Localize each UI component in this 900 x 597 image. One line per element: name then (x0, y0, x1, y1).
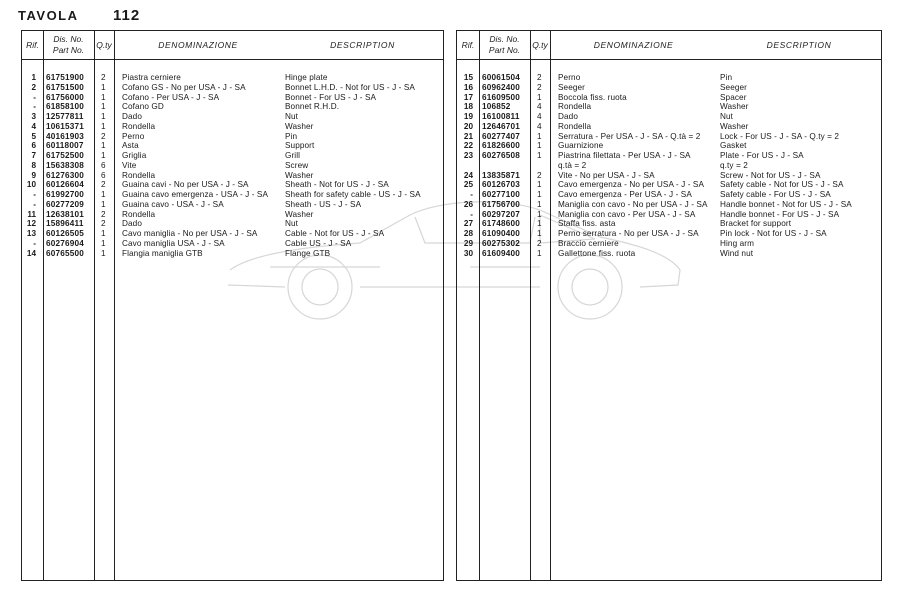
cell-qty: 1 (101, 141, 106, 151)
cell-qty: 4 (537, 112, 542, 121)
cell-desc: Nut (285, 219, 299, 229)
cell-part: 10615371 (46, 121, 85, 131)
cell-den: Vite - No per USA - J - SA (558, 170, 655, 180)
cell-part: 61992700 (46, 190, 85, 199)
table-row (22, 171, 443, 181)
table-row (457, 122, 881, 132)
cell-qty: 1 (101, 199, 106, 209)
cell-rif: 12 (26, 219, 36, 229)
cell-part: 60277100 (482, 190, 521, 199)
cell-rif: 4 (31, 121, 36, 131)
cell-part: 12638101 (46, 209, 85, 219)
parts-table-right (456, 30, 882, 581)
cell-den: Maniglia con cavo - Per USA - J - SA (558, 209, 696, 219)
cell-qty: 1 (101, 190, 106, 199)
cell-rif: 7 (31, 151, 36, 160)
col-qty-header: Q.ty (532, 39, 548, 50)
page-header (18, 7, 140, 27)
cell-qty: 1 (101, 151, 106, 160)
table-row (457, 200, 881, 210)
cell-rif: 20 (463, 121, 473, 131)
cell-part: 60962400 (482, 82, 521, 92)
cell-desc: Hinge plate (285, 73, 328, 82)
cell-part: 15896411 (46, 219, 84, 229)
table-row (22, 190, 443, 200)
cell-qty: 1 (537, 229, 542, 238)
cell-rif: 24 (463, 170, 473, 180)
cell-desc: Pin lock - Not for US - J - SA (720, 229, 827, 238)
cell-qty: 1 (537, 180, 542, 190)
cell-qty: 4 (537, 121, 542, 131)
cell-desc: Safety cable - Not for US - J - SA (720, 180, 844, 190)
cell-qty: 1 (537, 209, 542, 219)
table-row (457, 151, 881, 161)
cell-part: 60277407 (482, 131, 521, 141)
cell-qty: 1 (537, 219, 542, 229)
cell-rif: 21 (463, 131, 473, 141)
cell-rif: 22 (463, 141, 473, 151)
table-row (457, 112, 881, 122)
cell-part: 61858100 (46, 102, 85, 112)
cell-den: Dado (558, 112, 578, 121)
cell-part: 60126604 (46, 180, 85, 190)
cell-qty: 2 (537, 73, 542, 82)
table-row (22, 112, 443, 122)
cell-den: Boccola fiss. ruota (558, 92, 627, 102)
cell-den: Piastra cerniere (122, 73, 181, 82)
cell-desc: Grill (285, 151, 301, 160)
cell-rif: - (470, 209, 473, 219)
table-row (22, 200, 443, 210)
cell-desc: Safety cable - For US - J - SA (720, 190, 831, 199)
cell-desc: Washer (720, 102, 749, 112)
cell-den: Rondella (122, 121, 156, 131)
cell-rif: 18 (463, 102, 473, 112)
cell-rif: 19 (463, 112, 473, 121)
cell-den: Guarnizione (558, 141, 604, 151)
cell-desc: Wind nut (720, 248, 754, 258)
cell-den: Asta (122, 141, 139, 151)
cell-part: 61752500 (46, 151, 85, 160)
cell-rif: - (470, 190, 473, 199)
cell-den: Staffa fiss. asta (558, 219, 616, 229)
col-part-header (479, 31, 530, 59)
cell-part: 60118007 (46, 141, 84, 151)
cell-den: Guaina cavi - No per USA - J - SA (122, 180, 249, 190)
table-row (457, 171, 881, 181)
cell-rif: 1 (31, 73, 36, 82)
cell-den: Guaina cavo emergenza - USA - J - SA (122, 190, 269, 199)
cell-qty: 2 (537, 82, 542, 92)
table-row (22, 102, 443, 112)
cell-qty: 1 (537, 190, 542, 199)
cell-desc: Bracket for support (720, 219, 792, 229)
cell-qty: 2 (101, 219, 106, 229)
cell-den: Flangia maniglia GTB (122, 248, 203, 258)
cell-desc: Washer (285, 209, 314, 219)
cell-desc: Support (285, 141, 315, 151)
cell-desc: Cable - Not for US - J - SA (285, 229, 385, 238)
cell-rif: 30 (463, 248, 473, 258)
table-row (22, 151, 443, 161)
table-row (457, 141, 881, 151)
cell-rif: 25 (463, 180, 473, 190)
cell-desc: Nut (285, 112, 299, 121)
cell-qty: 2 (537, 238, 542, 248)
cell-part: 40161903 (46, 131, 85, 141)
cell-desc: Seeger (720, 82, 748, 92)
cell-part: 60276904 (46, 238, 85, 248)
cell-den: Maniglia con cavo - No per USA - J - SA (558, 199, 708, 209)
table-row (457, 239, 881, 249)
cell-qty: 6 (101, 170, 106, 180)
col-part-header-line2: Part No. (488, 45, 521, 55)
parts-table-left (21, 30, 444, 581)
cell-rif: 27 (463, 219, 473, 229)
cell-rif: 10 (26, 180, 36, 190)
table-row (22, 210, 443, 220)
table-header (457, 31, 881, 60)
cell-den: Guaina cavo - USA - J - SA (122, 199, 224, 209)
cell-den: Cofano GS - No per USA - J - SA (122, 82, 246, 92)
cell-part: 60061504 (482, 73, 521, 82)
cell-desc: Gasket (720, 141, 747, 151)
cell-desc: Screw (285, 160, 309, 170)
cell-rif: - (33, 102, 36, 112)
table-row (457, 190, 881, 200)
cell-part: 60126505 (46, 229, 85, 238)
cell-desc: Handle bonnet - For US - J - SA (720, 209, 840, 219)
cell-rif: 17 (463, 92, 473, 102)
cell-rif: 11 (27, 209, 36, 219)
cell-desc: q.ty = 2 (720, 160, 748, 170)
cell-den: Serratura - Per USA - J - SA - Q.tà = 2 (558, 131, 701, 141)
cell-qty: 1 (537, 131, 542, 141)
cell-den: Cavo maniglia - No per USA - J - SA (122, 229, 258, 238)
cell-den: Cavo emergenza - Per USA - J - SA (558, 190, 692, 199)
cell-den: q.tà = 2 (558, 160, 587, 170)
table-row (22, 180, 443, 190)
cell-qty: 2 (101, 180, 106, 190)
cell-den: Perno (558, 73, 581, 82)
cell-rif: 6 (31, 141, 36, 151)
cell-rif: 3 (31, 112, 36, 121)
col-part-header (43, 31, 94, 59)
table-row (22, 219, 443, 229)
table-row (22, 93, 443, 103)
cell-part: 60765500 (46, 248, 85, 258)
cell-den: Cofano GD (122, 102, 164, 112)
cell-den: Cavo emergenza - No per USA - J - SA (558, 180, 705, 190)
page-number: 112 (112, 7, 141, 24)
cell-part: 61751500 (46, 82, 85, 92)
cell-den: Gallettone fiss. ruota (558, 248, 636, 258)
cell-desc: Pin (720, 73, 733, 82)
cell-rif: 14 (26, 248, 36, 258)
cell-part: 61756700 (482, 199, 521, 209)
cell-part: 61276300 (46, 170, 85, 180)
cell-den: Piastrina filettata - Per USA - J - SA (558, 151, 691, 160)
table-row (457, 93, 881, 103)
cell-desc: Sheath - Not for US - J - SA (285, 180, 389, 190)
cell-den: Griglia (122, 151, 147, 160)
table-row (457, 219, 881, 229)
col-desc-header: DESCRIPTION (766, 39, 832, 50)
col-part-header-line1: Dis. No. (489, 34, 520, 44)
cell-den: Vite (122, 160, 137, 170)
cell-rif: 29 (463, 238, 473, 248)
cell-desc: Pin (285, 131, 298, 141)
cell-qty: 1 (101, 238, 106, 248)
cell-qty: 2 (101, 131, 106, 141)
cell-part: 61756000 (46, 92, 85, 102)
table-row (457, 73, 881, 83)
cell-desc: Bonnet L.H.D. - Not for US - J - SA (285, 82, 415, 92)
cell-rif: - (33, 92, 36, 102)
table-row (22, 83, 443, 93)
cell-part: 13835871 (482, 170, 521, 180)
table-row (22, 229, 443, 239)
table-row (457, 161, 881, 171)
table-row (22, 249, 443, 259)
cell-qty: 2 (101, 209, 106, 219)
cell-qty: 1 (101, 229, 106, 238)
cell-den: Braccio cerniere (558, 238, 619, 248)
cell-desc: Plate - For US - J - SA (720, 151, 804, 160)
cell-qty: 1 (537, 151, 542, 160)
cell-rif: 16 (463, 82, 473, 92)
table-row (22, 141, 443, 151)
cell-qty: 2 (537, 170, 542, 180)
cell-den: Dado (122, 112, 142, 121)
cell-desc: Lock - For US - J - SA - Q.ty = 2 (720, 131, 840, 141)
table-row (22, 122, 443, 132)
cell-qty: 1 (537, 248, 542, 258)
cell-rif: 8 (31, 160, 36, 170)
cell-den: Dado (122, 219, 142, 229)
table-row (22, 239, 443, 249)
table-row (457, 83, 881, 93)
cell-qty: 1 (537, 199, 542, 209)
cell-den: Rondella (558, 121, 592, 131)
cell-part: 61609400 (482, 248, 521, 258)
cell-qty: 1 (101, 92, 106, 102)
cell-rif: - (33, 238, 36, 248)
col-desc-header: DESCRIPTION (330, 39, 395, 50)
cell-desc: Washer (285, 170, 314, 180)
cell-desc: Washer (720, 121, 749, 131)
cell-den: Cofano - Per USA - J - SA (122, 92, 220, 102)
cell-qty: 1 (101, 248, 106, 258)
cell-part: 60276508 (482, 151, 521, 160)
cell-qty: 4 (537, 102, 542, 112)
cell-part: 60275302 (482, 238, 521, 248)
cell-den: Seeger (558, 82, 586, 92)
cell-part: 61826600 (482, 141, 521, 151)
cell-part: 61748600 (482, 219, 521, 229)
table-row (457, 180, 881, 190)
cell-desc: Hing arm (720, 238, 755, 248)
col-qty-header: Q.ty (96, 39, 112, 50)
cell-desc: Flange GTB (285, 248, 331, 258)
cell-rif: - (33, 190, 36, 199)
col-den-header: DENOMINAZIONE (158, 39, 238, 50)
col-part-header-line2: Part No. (52, 45, 85, 55)
cell-qty: 1 (537, 92, 542, 102)
cell-part: 12646701 (482, 121, 521, 131)
table-row (22, 161, 443, 171)
cell-desc: Nut (720, 112, 734, 121)
table-header (22, 31, 443, 60)
cell-part: 60126703 (482, 180, 521, 190)
cell-qty: 1 (101, 121, 106, 131)
page-label: TAVOLA (18, 8, 79, 23)
table-row (457, 210, 881, 220)
cell-qty: 1 (537, 141, 542, 151)
table-row (457, 132, 881, 142)
cell-rif: 26 (463, 199, 473, 209)
cell-desc: Cable US - J - SA (285, 238, 352, 248)
table-row (457, 102, 881, 112)
table-row (22, 132, 443, 142)
cell-den: Rondella (122, 209, 156, 219)
cell-desc: Handle bonnet - Not for US - J - SA (720, 199, 852, 209)
col-rif-header: Rif. (26, 39, 39, 50)
cell-part: 61609500 (482, 92, 521, 102)
cell-desc: Bonnet R.H.D. (285, 102, 340, 112)
cell-den: Perno (122, 131, 145, 141)
cell-qty: 2 (101, 73, 106, 82)
cell-rif: 2 (31, 82, 36, 92)
cell-qty: 1 (101, 82, 106, 92)
cell-rif: 13 (26, 229, 36, 238)
cell-part: 12577811 (46, 112, 84, 121)
cell-rif: 5 (31, 131, 36, 141)
cell-part: 16100811 (482, 112, 520, 121)
cell-den: Perno serratura - No per USA - J - SA (558, 229, 699, 238)
cell-desc: Screw - Not for US - J - SA (720, 170, 821, 180)
table-row (22, 73, 443, 83)
cell-part: 60297207 (482, 209, 521, 219)
cell-den: Cavo maniglia USA - J - SA (122, 238, 225, 248)
col-rif-header: Rif. (461, 39, 475, 50)
cell-desc: Spacer (720, 92, 747, 102)
cell-rif: - (33, 199, 36, 209)
cell-den: Rondella (122, 170, 156, 180)
cell-desc: Sheath for safety cable - US - J - SA (285, 190, 421, 199)
cell-part: 106852 (482, 102, 511, 112)
cell-qty: 1 (101, 112, 106, 121)
cell-rif: 15 (463, 73, 473, 82)
cell-part: 61751900 (46, 73, 85, 82)
cell-rif: 9 (31, 170, 36, 180)
cell-qty: 6 (101, 160, 106, 170)
col-part-header-line1: Dis. No. (53, 34, 84, 44)
cell-part: 15638308 (46, 160, 85, 170)
cell-desc: Sheath - US - J - SA (285, 199, 362, 209)
cell-qty: 1 (101, 102, 106, 112)
cell-desc: Bonnet - For US - J - SA (285, 92, 377, 102)
cell-part: 61090400 (482, 229, 521, 238)
cell-den: Rondella (558, 102, 592, 112)
table-row (457, 249, 881, 259)
col-den-header: DENOMINAZIONE (593, 39, 674, 50)
cell-rif: 28 (463, 229, 473, 238)
cell-desc: Washer (285, 121, 314, 131)
cell-part: 60277209 (46, 199, 85, 209)
cell-rif: 23 (463, 151, 473, 160)
table-row (457, 229, 881, 239)
